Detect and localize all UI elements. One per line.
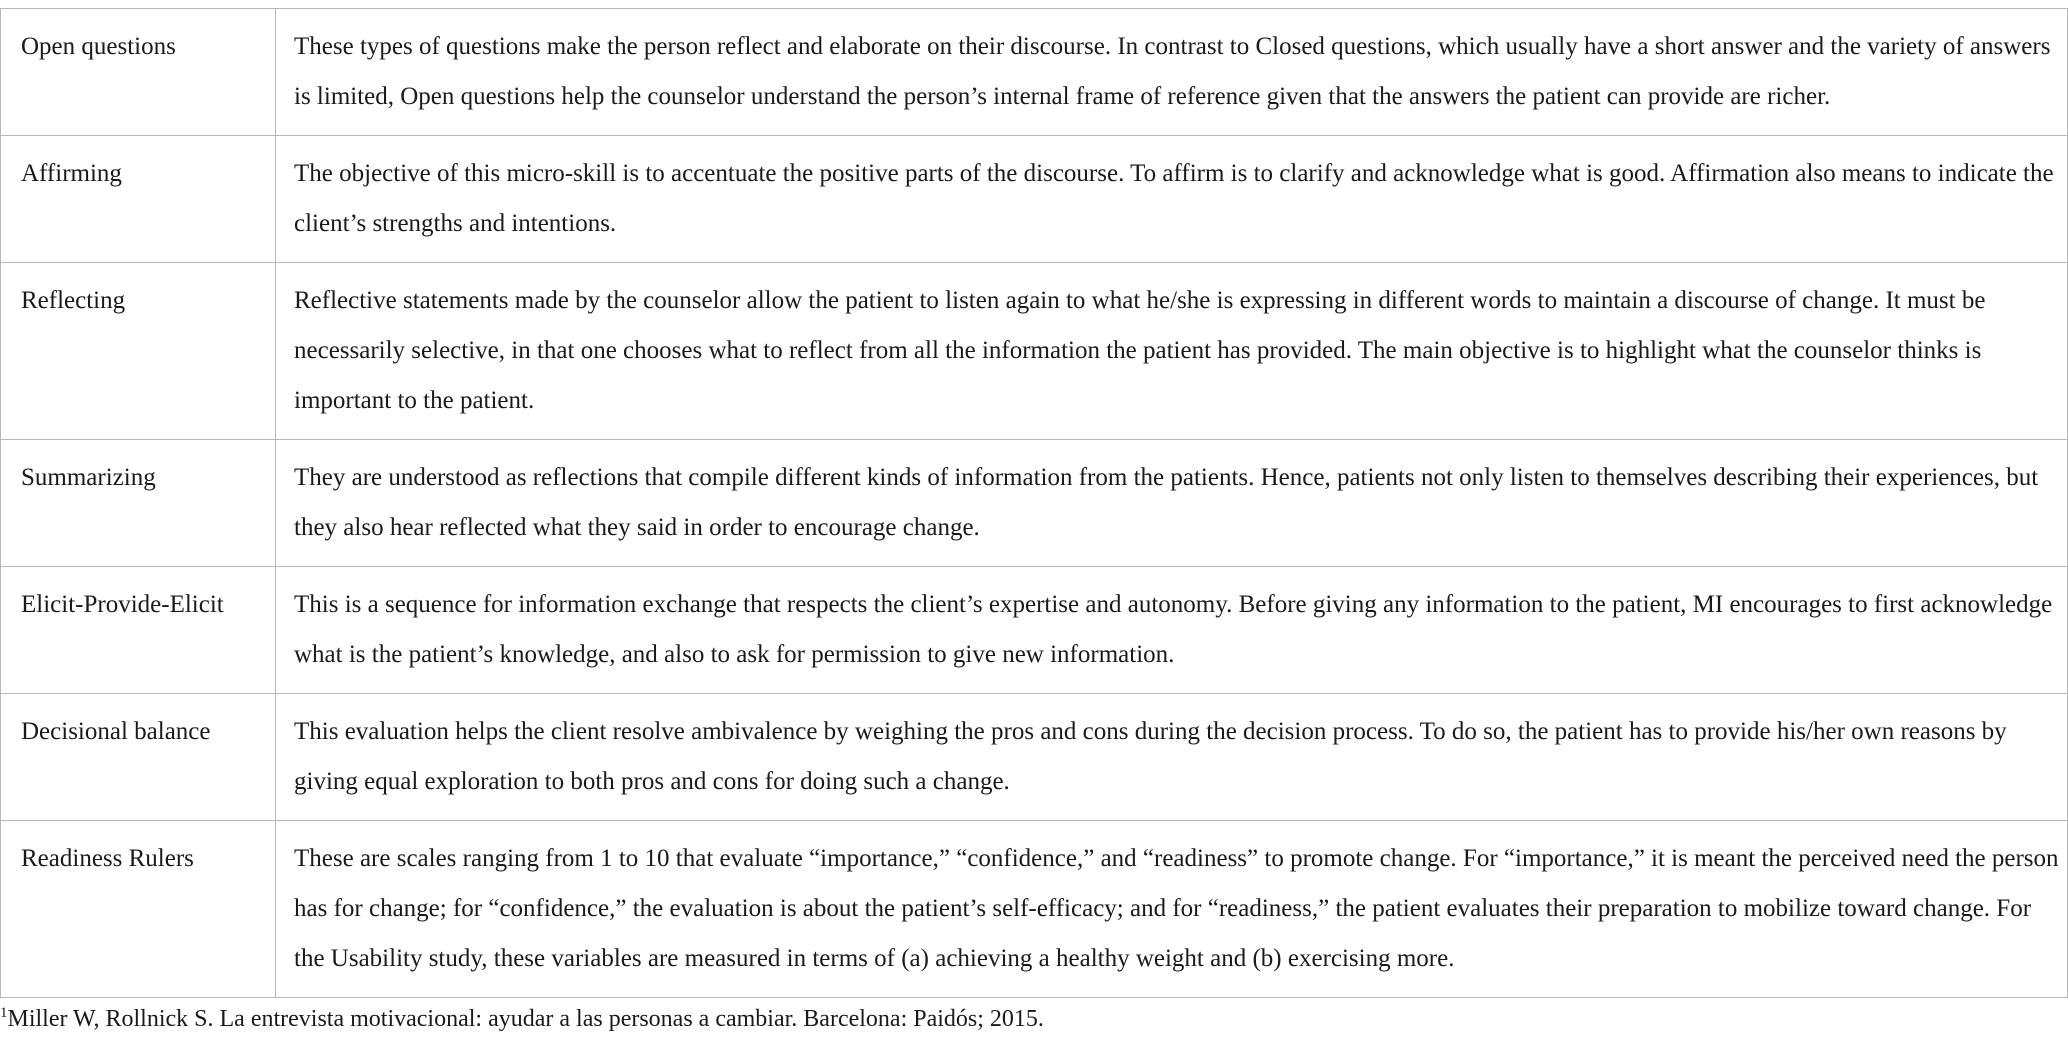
skill-term: Reflecting bbox=[1, 263, 276, 440]
skill-description: The objective of this micro-skill is to accentuate the positive parts of the discourse. To affirm is to clarify and acknowledge what is good. Affirmation also means to indicate the client’s strengths and intentions. bbox=[276, 136, 2068, 263]
skills-table-container bbox=[0, 8, 2068, 998]
skill-term: Affirming bbox=[1, 136, 276, 263]
footnote-marker: 1 bbox=[0, 1005, 8, 1021]
table-row bbox=[1, 136, 2068, 263]
skill-description: These are scales ranging from 1 to 10 that evaluate “importance,” “confidence,” and “readiness” to promote change. For “importance,” it is meant the perceived need the person has for change; for “confidence,” the evaluation is about the patient’s self-efficacy; and for “readiness,” the patient evaluates their preparation to mobilize toward change. For the Usability study, these variables are measured in terms of (a) achieving a healthy weight and (b) exercising more. bbox=[276, 821, 2068, 998]
skill-term: Summarizing bbox=[1, 440, 276, 567]
skill-description: This is a sequence for information exchange that respects the client’s expertise and autonomy. Before giving any information to the patient, MI encourages to first acknowledge what is the patient’s knowledge, and also to ask for permission to give new information. bbox=[276, 567, 2068, 694]
table-row bbox=[1, 440, 2068, 567]
table-row bbox=[1, 263, 2068, 440]
skill-term: Open questions bbox=[1, 9, 276, 136]
footnote-text: Miller W, Rollnick S. La entrevista motivacional: ayudar a las personas a cambiar. Barcelona: Paidós; 2015. bbox=[7, 1006, 1044, 1032]
table-row bbox=[1, 821, 2068, 998]
skill-term: Elicit-Provide-Elicit bbox=[1, 567, 276, 694]
skill-description: This evaluation helps the client resolve ambivalence by weighing the pros and cons during the decision process. To do so, the patient has to provide his/her own reasons by giving equal exploration to both pros and cons for doing such a change. bbox=[276, 694, 2068, 821]
mi-skills-table bbox=[0, 8, 2068, 998]
skill-term: Readiness Rulers bbox=[1, 821, 276, 998]
skill-description: These types of questions make the person reflect and elaborate on their discourse. In contrast to Closed questions, which usually have a short answer and the variety of answers is limited, Open questions help the counselor understand the person’s internal frame of reference given that the answers the patient can provide are richer. bbox=[276, 9, 2068, 136]
skill-description: They are understood as reflections that compile different kinds of information from the patients. Hence, patients not only listen to themselves describing their experiences, but they also hear reflected what they said in order to encourage change. bbox=[276, 440, 2068, 567]
skill-description: Reflective statements made by the counselor allow the patient to listen again to what he/she is expressing in different words to maintain a discourse of change. It must be necessarily selective, in that one chooses what to reflect from all the information the patient has provided. The main objective is to highlight what the counselor thinks is important to the patient. bbox=[276, 263, 2068, 440]
table-row bbox=[1, 694, 2068, 821]
table-row bbox=[1, 9, 2068, 136]
table-footnote bbox=[0, 1001, 1044, 1037]
skill-term: Decisional balance bbox=[1, 694, 276, 821]
table-row bbox=[1, 567, 2068, 694]
